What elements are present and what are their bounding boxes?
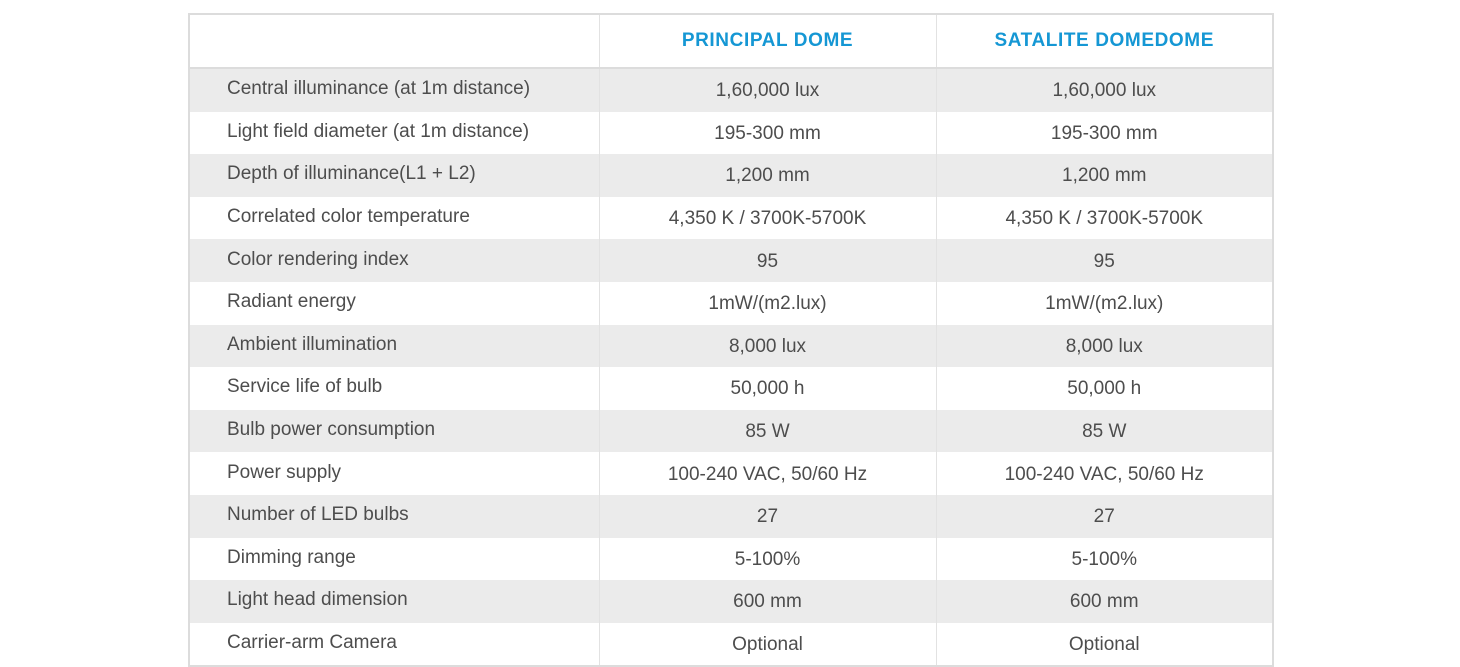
satalite-value: 8,000 lux bbox=[936, 325, 1273, 368]
principal-value: 195-300 mm bbox=[599, 112, 936, 155]
table-header bbox=[189, 14, 1273, 68]
table-row bbox=[189, 452, 1273, 495]
satalite-value: 1mW/(m2.lux) bbox=[936, 282, 1273, 325]
principal-value: 50,000 h bbox=[599, 367, 936, 410]
table-row bbox=[189, 112, 1273, 155]
satalite-value: 100-240 VAC, 50/60 Hz bbox=[936, 452, 1273, 495]
principal-value: 5-100% bbox=[599, 538, 936, 581]
header-row bbox=[189, 14, 1273, 68]
row-label: Bulb power consumption bbox=[189, 410, 599, 453]
principal-value: 1,200 mm bbox=[599, 154, 936, 197]
table-row bbox=[189, 495, 1273, 538]
satalite-value: Optional bbox=[936, 623, 1273, 667]
satalite-value: 95 bbox=[936, 239, 1273, 282]
satalite-value: 27 bbox=[936, 495, 1273, 538]
principal-value: 100-240 VAC, 50/60 Hz bbox=[599, 452, 936, 495]
row-label: Depth of illuminance(L1 + L2) bbox=[189, 154, 599, 197]
table-row bbox=[189, 68, 1273, 112]
row-label: Service life of bulb bbox=[189, 367, 599, 410]
table-row bbox=[189, 197, 1273, 240]
header-blank-cell bbox=[189, 14, 599, 68]
row-label: Carrier-arm Camera bbox=[189, 623, 599, 667]
row-label: Light field diameter (at 1m distance) bbox=[189, 112, 599, 155]
row-label: Power supply bbox=[189, 452, 599, 495]
table-row bbox=[189, 367, 1273, 410]
satalite-value: 195-300 mm bbox=[936, 112, 1273, 155]
satalite-value: 1,60,000 lux bbox=[936, 68, 1273, 112]
satalite-value: 85 W bbox=[936, 410, 1273, 453]
header-principal-dome: PRINCIPAL DOME bbox=[599, 14, 936, 68]
satalite-value: 600 mm bbox=[936, 580, 1273, 623]
table-row bbox=[189, 410, 1273, 453]
row-label: Ambient illumination bbox=[189, 325, 599, 368]
row-label: Central illuminance (at 1m distance) bbox=[189, 68, 599, 112]
header-satalite-dome: SATALITE DOMEDOME bbox=[936, 14, 1273, 68]
row-label: Correlated color temperature bbox=[189, 197, 599, 240]
table-row bbox=[189, 623, 1273, 667]
spec-table bbox=[188, 13, 1274, 667]
satalite-value: 5-100% bbox=[936, 538, 1273, 581]
satalite-value: 1,200 mm bbox=[936, 154, 1273, 197]
table-row bbox=[189, 239, 1273, 282]
principal-value: 27 bbox=[599, 495, 936, 538]
table-row bbox=[189, 282, 1273, 325]
principal-value: 4,350 K / 3700K-5700K bbox=[599, 197, 936, 240]
principal-value: 95 bbox=[599, 239, 936, 282]
row-label: Dimming range bbox=[189, 538, 599, 581]
principal-value: 600 mm bbox=[599, 580, 936, 623]
principal-value: 85 W bbox=[599, 410, 936, 453]
table-body bbox=[189, 68, 1273, 666]
row-label: Number of LED bulbs bbox=[189, 495, 599, 538]
principal-value: 1,60,000 lux bbox=[599, 68, 936, 112]
table-row bbox=[189, 580, 1273, 623]
row-label: Radiant energy bbox=[189, 282, 599, 325]
satalite-value: 50,000 h bbox=[936, 367, 1273, 410]
table-row bbox=[189, 538, 1273, 581]
row-label: Light head dimension bbox=[189, 580, 599, 623]
principal-value: 1mW/(m2.lux) bbox=[599, 282, 936, 325]
satalite-value: 4,350 K / 3700K-5700K bbox=[936, 197, 1273, 240]
row-label: Color rendering index bbox=[189, 239, 599, 282]
principal-value: 8,000 lux bbox=[599, 325, 936, 368]
table-row bbox=[189, 154, 1273, 197]
principal-value: Optional bbox=[599, 623, 936, 667]
table-row bbox=[189, 325, 1273, 368]
